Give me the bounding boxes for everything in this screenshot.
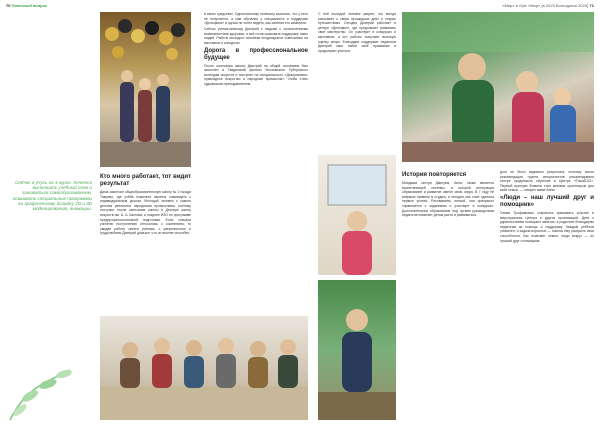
section-1-body: Дима закончил общеобразовательную школу № 2 города Таврово, где учёба помогали занятия совмещать с индивидуальным уроком. Молодой человек с самого детства увлекался народными промыслами, поэтому поступил после окончания школы в Детскую школу искусств им. А. А. Шилова, а позднее ИЗО по программе предпрофессиональной подготовки. Если сначала учителю поступлению относились с сомнением, то увидев работу своего ученика, с уверенностью и трудолюбием Дмитрий доказал, что он вполне способен. — [100, 190, 191, 236]
boy-outdoor-photo — [318, 280, 396, 420]
decorative-leaves — [0, 330, 95, 424]
column-5 — [500, 170, 594, 420]
section-5-body: Семьи Трофимовых стараются принимать участие в мероприятиях Центра и других организаций. Дети с удовольствием посещают занятия, а родители благодарны педагогам за помощь и поддержку. Каждый ребёнок уникален, и задача взрослых — помочь ему раскрыть свои способности. Как отмечает семья, люди вокруг — их лучший друг и помощник. — [500, 210, 594, 243]
mother-children-illustration — [402, 12, 594, 162]
left-section-label: Полезный вопрос — [11, 3, 48, 8]
left-page-number: 70 — [6, 3, 11, 8]
column-1 — [100, 172, 191, 312]
column-2 — [204, 12, 308, 312]
column-4 — [402, 170, 494, 420]
section-heading-result: Кто много работает, тот видит результат — [100, 174, 191, 187]
right-header-text: «Мир» в Уфе «Мир» (в 2023 Волгодонск 2024) — [502, 3, 589, 8]
header-left — [6, 3, 47, 8]
column-3 — [318, 12, 396, 152]
section-heading-friends: «Люди – наш лучший друг и помощник» — [500, 194, 594, 208]
section-heading-future: Дорога в профессиональное будущее — [204, 47, 308, 61]
section-2-text-2: Сейчас ученик-инвалид Дмитрий с людьми с ограниченными возможностями здоровья, и всё готов оказывать поддержку таких людей. Работы молодого человека неоднократно отмечались на выставках и конкурсах. — [204, 27, 308, 46]
girl-with-artwork-photo — [318, 155, 396, 275]
group-illustration — [100, 316, 308, 420]
section-3-text: С ней молодой человек уверен, что всегда расскажет о своих прошедших днях и старых путешествиях. Сегодня Дмитрий работает в центре «Дельфин», где продолжает развивать своё мастерство. Он участвует в конкурсах и выставках, а его работы получают высокую оценку жюри. Благодаря поддержке педагогов Дмитрий смог найти своё призвание и продолжает учиться. — [318, 12, 396, 53]
section-2-text-1: в своих средствах. Однокласснику поначалу казалось, что у него не получается, а сам обучался у специалиста и поддержке «Дельфина» и одном не хотел видеть, как занятия его изменили. — [204, 12, 308, 26]
header-right — [502, 3, 594, 8]
boy-illustration — [318, 280, 396, 420]
section-heading-history: История повторяется — [402, 172, 467, 178]
mother-children-photo — [402, 12, 594, 162]
section-4-body: Младшая сестра Дмитрия, Анна, также является воспитанницей системы, в которой интеграция образование и развитие имеют свою опору. В 7 году её впервые привели в студию, и сегодня она тоже сделала первые успехи. Рисованием, лепкой, она прекрасно справляется с заданиями и участвует в конкурсах. Дополнительное образование под чутким руководством педагогов помогает детям расти и развиваться. — [402, 181, 494, 218]
quote-caption: Сейчас я учусь на 4 курсе. Хочется выполнить учебный план и заниматься самообразованием, осваивать специальные программы по графическому дизайну 2D и 3D моделированию, анимации. — [12, 180, 92, 212]
section-2-body: После окончания школы Дмитрий на общий основании был зачислен в Тавдинский филиал Московского Губернского колледжа искусств и поступил на специальность «Декоративно-прикладное искусство и народные промыслы», чтобы стать художником-преподавателем. — [204, 63, 308, 87]
balloons-illustration — [100, 12, 191, 167]
family-photo-balloons — [100, 12, 191, 167]
group-photo-table — [100, 316, 308, 420]
girl-illustration — [318, 155, 396, 275]
section-5-text: дого не было видимого результата, поэтому после рекомендации группа специалистов рекомендовали сестре продолжить обучение в Центре «ТошаБЭС». Первый принцип Фомина стал важным ориентиром для всей семьи, — говорит мама Анны. — [500, 170, 594, 193]
right-page-number: 71 — [589, 3, 594, 8]
